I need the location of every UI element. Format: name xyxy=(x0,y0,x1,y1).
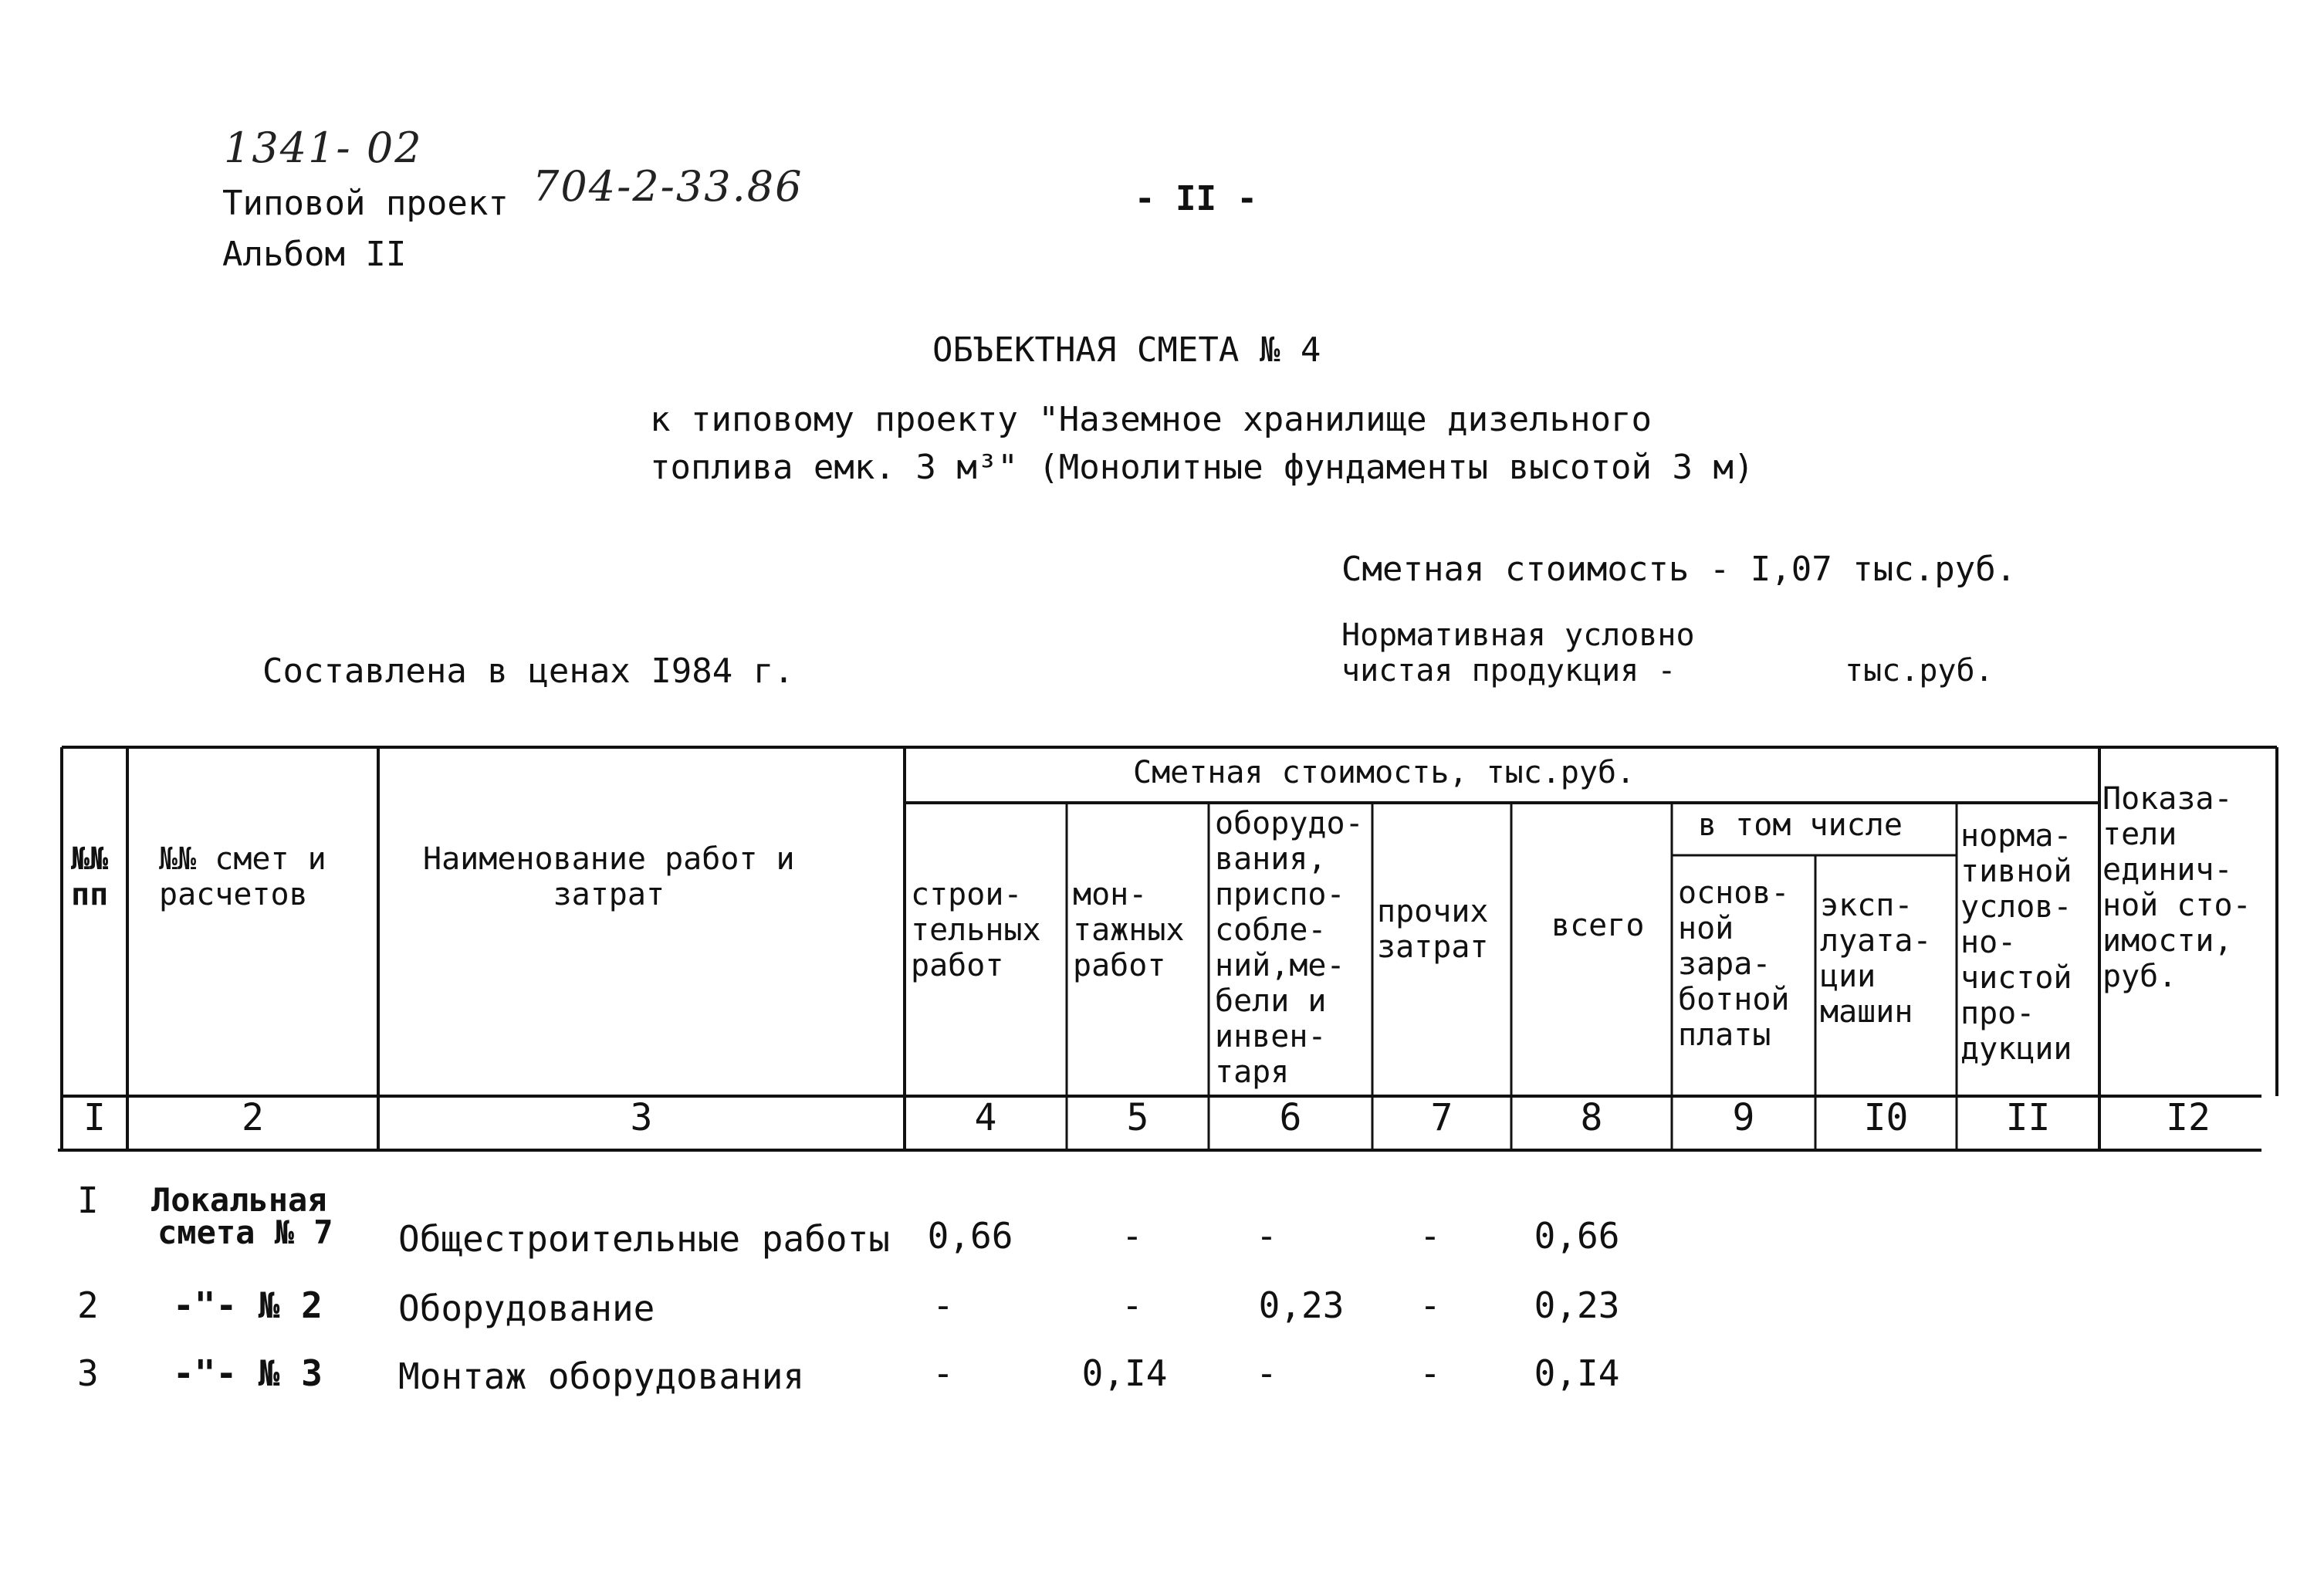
row-3-number: 3 xyxy=(77,1352,99,1394)
column-number: 8 xyxy=(1580,1096,1603,1139)
normative-product-line-2: чистая продукция - xyxy=(1341,653,1676,689)
header-unit-cost: Показа- тели единич- ной сто- имости, руб. xyxy=(2102,781,2251,994)
column-number: 3 xyxy=(630,1096,653,1139)
row-2-ref: -"- № 2 xyxy=(173,1284,323,1326)
row-1-ref-line-2: смета № 7 xyxy=(157,1213,333,1251)
page-number: - II - xyxy=(1135,179,1257,218)
column-number: 7 xyxy=(1430,1096,1453,1139)
row-1-ref-line-1: Локальная xyxy=(151,1181,327,1219)
prices-basis: Составлена в ценах I984 г. xyxy=(262,651,794,691)
handwritten-code: 1341- 02 xyxy=(224,124,423,172)
title-line-1: к типовому проекту "Наземное хранилище дизельного xyxy=(650,400,1653,439)
row-1-equipment: - xyxy=(1256,1215,1277,1257)
album-label: Альбом II xyxy=(222,235,407,274)
project-number: 704-2-33.86 xyxy=(533,162,803,211)
header-construction: строи- тельных работ xyxy=(911,877,1041,983)
project-label: Типовой проект xyxy=(222,184,509,223)
row-3-work-name: Монтаж оборудования xyxy=(398,1355,805,1397)
column-number: 2 xyxy=(242,1096,264,1139)
column-number: 4 xyxy=(974,1096,997,1139)
header-work-name: Наименование работ и затрат xyxy=(423,841,795,912)
column-number: 6 xyxy=(1279,1096,1302,1139)
header-total: всего xyxy=(1551,908,1645,943)
column-number: II xyxy=(2005,1096,2051,1139)
row-3-total: 0,I4 xyxy=(1534,1352,1620,1394)
row-1-number: I xyxy=(77,1179,99,1221)
row-2-number: 2 xyxy=(77,1284,99,1326)
row-1-installation: - xyxy=(1121,1215,1143,1257)
row-3-equipment: - xyxy=(1256,1352,1277,1394)
title-line-2: топлива емк. 3 м³" (Монолитные фундаменты высотой 3 м) xyxy=(650,448,1754,487)
column-number: 5 xyxy=(1126,1096,1149,1139)
normative-product-line-1: Нормативная условно xyxy=(1341,618,1695,653)
normative-product-unit: тыс.руб. xyxy=(1845,653,1994,689)
column-number: I xyxy=(83,1096,106,1139)
header-installation: мон- тажных работ xyxy=(1073,877,1185,983)
row-2-total: 0,23 xyxy=(1534,1284,1620,1326)
row-3-installation: 0,I4 xyxy=(1081,1352,1168,1394)
row-2-work-name: Оборудование xyxy=(398,1288,655,1329)
header-row-number: №№ пп xyxy=(71,841,109,912)
row-3-ref: -"- № 3 xyxy=(173,1352,323,1394)
header-equipment: оборудо- вания, приспо- собле- ний,ме- бели и инвен- таря xyxy=(1215,806,1364,1090)
header-including-group: в том числе xyxy=(1698,807,1903,843)
row-3-construction: - xyxy=(932,1352,954,1394)
column-number: I2 xyxy=(2166,1096,2211,1139)
row-1-other: - xyxy=(1419,1215,1441,1257)
header-estimate-refs: №№ смет и расчетов xyxy=(159,841,326,912)
row-2-other: - xyxy=(1419,1284,1441,1326)
header-normative-product: норма- тивной услов- но- чистой про- дукции xyxy=(1960,818,2072,1067)
estimated-cost: Сметная стоимость - I,07 тыс.руб. xyxy=(1341,550,2017,589)
row-3-other: - xyxy=(1419,1352,1441,1394)
document-title: ОБЪЕКТНАЯ СМЕТА № 4 xyxy=(932,330,1321,370)
row-1-work-name: Общестроительные работы xyxy=(398,1218,890,1260)
header-basic-wages: основ- ной зара- ботной платы xyxy=(1678,875,1790,1053)
row-2-equipment: 0,23 xyxy=(1258,1284,1345,1326)
column-number: I0 xyxy=(1863,1096,1909,1139)
column-number: 9 xyxy=(1732,1096,1755,1139)
row-1-total: 0,66 xyxy=(1534,1215,1620,1257)
row-2-construction: - xyxy=(932,1284,954,1326)
header-machine-operation: эксп- луата- ции машин xyxy=(1820,888,1932,1030)
header-cost-group: Сметная стоимость, тыс.руб. xyxy=(1133,755,1636,790)
row-1-construction: 0,66 xyxy=(927,1215,1013,1257)
row-2-installation: - xyxy=(1121,1284,1143,1326)
header-other: прочих затрат xyxy=(1377,894,1489,965)
